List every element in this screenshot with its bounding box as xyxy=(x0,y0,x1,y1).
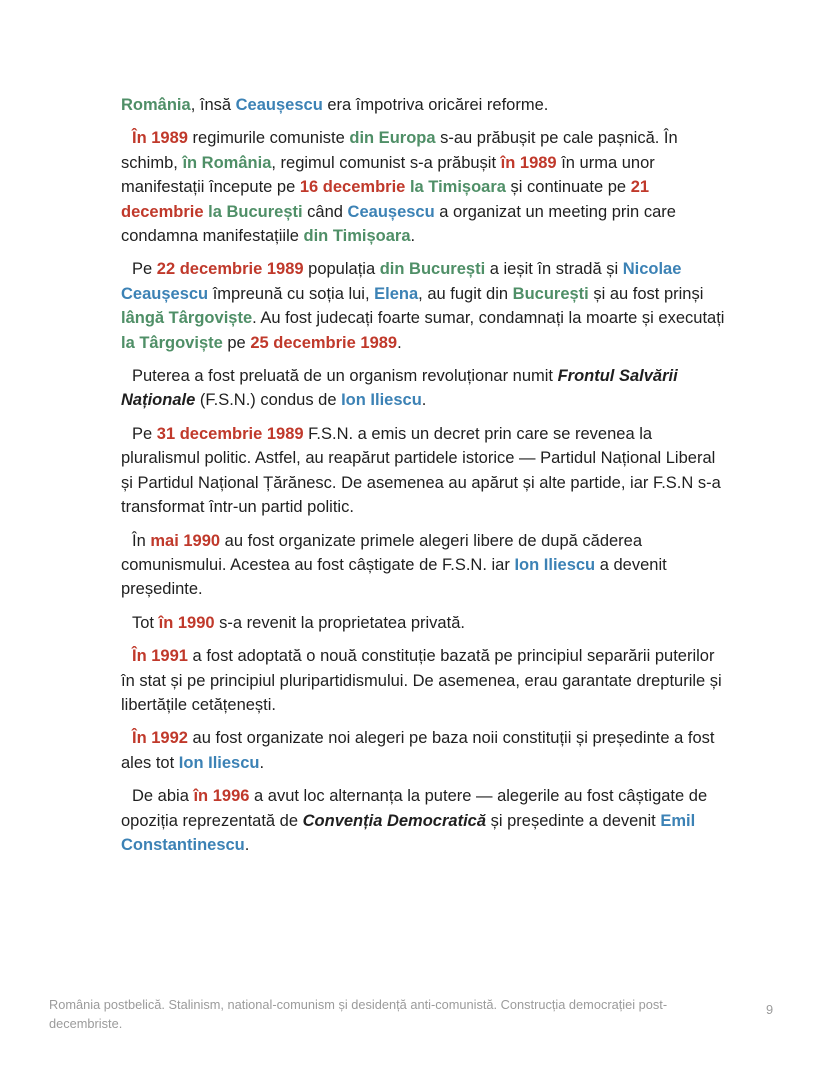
paragraph xyxy=(121,257,728,355)
text-segment: și președinte a devenit xyxy=(486,811,661,830)
person-name-highlight: Ceaușescu xyxy=(347,202,435,221)
date-highlight: în 1989 xyxy=(500,153,557,172)
text-segment: . Au fost judecați foarte sumar, condamnați la moarte și executați xyxy=(252,309,725,328)
date-highlight: 22 decembrie 1989 xyxy=(156,260,304,279)
text-segment: era împotriva oricărei reforme. xyxy=(322,96,549,114)
text-segment: De abia xyxy=(132,787,194,806)
text-segment: când xyxy=(302,202,348,221)
text-segment: Pe xyxy=(132,424,157,443)
date-highlight: 21 decembrie xyxy=(121,178,650,221)
text-segment: . xyxy=(259,753,265,772)
date-highlight: mai 1990 xyxy=(150,531,221,550)
place-highlight: din Timișoara xyxy=(303,227,411,246)
paragraph xyxy=(121,726,728,775)
paragraph xyxy=(121,364,728,413)
paragraph xyxy=(121,784,728,857)
paragraph xyxy=(121,93,728,117)
place-highlight: București xyxy=(512,284,589,303)
page-number: 9 xyxy=(766,1002,774,1017)
text-segment: regimurile comuniste xyxy=(187,129,350,148)
place-highlight: la Târgoviște xyxy=(121,333,223,352)
text-segment: a organizat un meeting prin care condamna manifestațiile xyxy=(121,202,676,246)
text-segment: au fost organizate noi alegeri pe baza noii constituții și președinte a fost ales tot xyxy=(121,729,715,772)
place-highlight: la Timișoara xyxy=(409,178,506,197)
text-segment: Pe xyxy=(132,260,157,279)
paragraph xyxy=(121,126,728,248)
date-highlight: În 1992 xyxy=(132,729,188,748)
date-highlight: În 1989 xyxy=(132,129,188,148)
place-highlight: din Europa xyxy=(349,129,436,148)
person-name-highlight: Emil Constantinescu xyxy=(121,811,696,854)
text-segment: . xyxy=(244,835,250,854)
text-segment: F.S.N. a emis un decret prin care se revenea la pluralismul politic. Astfel, au reapărut partidele istorice — Partidul Național Liberal și Partidul Național Țărănesc. De asemenea au apărut și alte partide, iar F.S.N s-a transformat într-un partid politic. xyxy=(121,424,721,517)
date-highlight: 16 decembrie xyxy=(299,178,406,197)
place-highlight: din București xyxy=(379,260,486,279)
text-segment: . xyxy=(421,391,427,410)
paragraph xyxy=(121,422,728,520)
person-name-highlight: Nicolae Ceaușescu xyxy=(121,260,682,303)
footer-text: România postbelică. Stalinism, national-comunism și desidență anti-comunistă. Construcția democrației post-decembriste. xyxy=(49,997,668,1031)
text-segment: , au fugit din xyxy=(418,284,513,303)
text-segment: a devenit președinte. xyxy=(121,555,667,599)
text-segment: populația xyxy=(303,260,380,279)
paragraph xyxy=(121,611,728,635)
person-name-highlight: Ion Iliescu xyxy=(341,391,422,410)
text-segment: Puterea a fost preluată de un organism revoluționar numit xyxy=(132,367,558,386)
text-segment: . xyxy=(397,333,402,352)
text-segment: , însă xyxy=(190,96,236,114)
text-segment: s-a revenit la proprietatea privată. xyxy=(214,613,465,632)
paragraph xyxy=(121,644,728,717)
term-bold-italic: Convenția Democratică xyxy=(302,811,487,830)
text-segment: s-au prăbușit pe cale pașnică. În schimb, xyxy=(121,129,678,172)
date-highlight: În 1991 xyxy=(132,647,188,666)
text-segment: . xyxy=(410,227,416,246)
paragraph xyxy=(121,529,728,602)
text-segment: În xyxy=(132,531,151,550)
document-body xyxy=(121,93,728,857)
text-segment: (F.S.N.) condus de xyxy=(195,391,342,410)
text-segment: și continuate pe xyxy=(505,178,631,197)
text-segment: și au fost prinși xyxy=(588,284,704,303)
text-segment: împreună cu soția lui, xyxy=(208,284,375,303)
text-segment: , regimul comunist s-a prăbușit xyxy=(271,153,501,172)
place-highlight: lângă Târgoviște xyxy=(121,309,253,328)
date-highlight: în 1990 xyxy=(158,613,215,632)
text-segment: au fost organizate primele alegeri libere de după căderea comunismului. Acestea au fost câștigate de F.S.N. iar xyxy=(121,531,643,574)
place-highlight: România xyxy=(121,96,191,114)
place-highlight: la București xyxy=(208,202,303,221)
date-highlight: în 1996 xyxy=(193,787,250,806)
person-name-highlight: Ion Iliescu xyxy=(178,753,260,772)
person-name-highlight: Elena xyxy=(374,284,419,303)
person-name-highlight: Ceaușescu xyxy=(235,96,323,114)
term-bold-italic: Frontul Salvării Naționale xyxy=(121,367,678,410)
date-highlight: 31 decembrie 1989 xyxy=(156,424,304,443)
text-segment: a avut loc alternanța la putere — alegerile au fost câștigate de opoziția reprezentată de xyxy=(121,787,708,830)
text-segment: a fost adoptată o nouă constituție bazată pe principiul separării puterilor în stat și pe principiul pluripartidismului. De asemenea, erau garantate drepturile și libertățile cetățenești. xyxy=(121,647,722,714)
person-name-highlight: Ion Iliescu xyxy=(514,555,596,574)
text-segment: a ieșit în stradă și xyxy=(485,260,623,279)
place-highlight: în România xyxy=(182,153,272,172)
text-segment: pe xyxy=(222,333,251,352)
date-highlight: 25 decembrie 1989 xyxy=(250,333,398,352)
text-segment: Tot xyxy=(132,613,159,632)
text-segment: în urma unor manifestații începute pe xyxy=(121,153,655,197)
